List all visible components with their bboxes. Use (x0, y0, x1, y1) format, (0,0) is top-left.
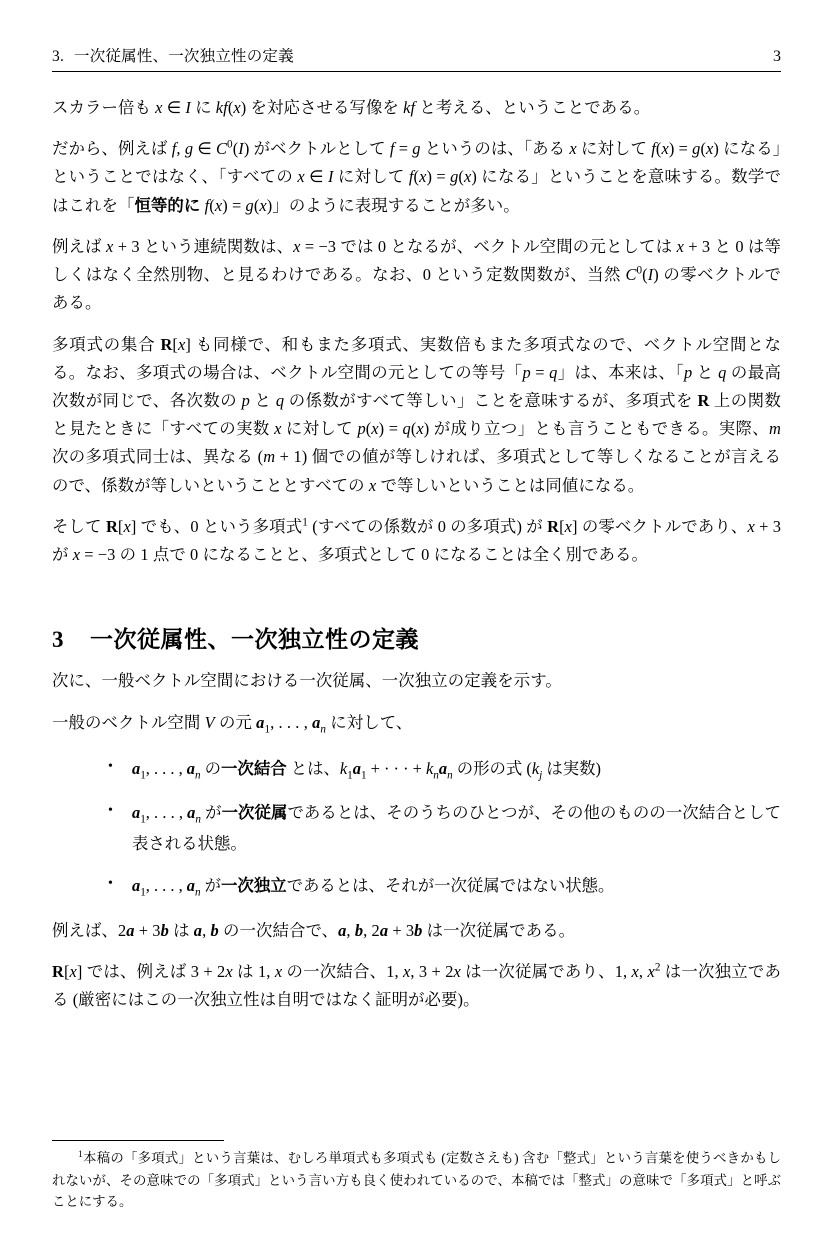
section-number: 3 (52, 627, 64, 653)
list-item: • $a_1$, . . . , $a_n$ の一次結合 とは、$k_1a_1$ + · · · + $k_na_n$ の形の式 ($k_j$ は実数) (108, 755, 781, 785)
footnote-reference[interactable]: 1 (302, 516, 308, 529)
example-2: R[x] では、例えば 3 + 2x は 1, x の一次結合、1, x, 3 + 2x は一次従属であり、1, x, $x^2$ は一次独立である (厳密にはこの一次独立性は自明ではなく証明が必要)。 (52, 961, 781, 1010)
list-item: • $a_1$, . . . , $a_n$ が一次独立であるとは、それが一次従属ではない状態。 (108, 872, 781, 902)
paragraph-2: だから、例えば f, g ∈ $C^0(I)$ がベクトルとして f = g というのは、「ある x に対して f(x) = g(x) になる」ということではなく、「すべての x ∈ I に対して f(x) = g(x) になる」ということを意味する。数学ではこれを「恒等的に f(x) = g(x)」のように表現することが多い。 (52, 138, 782, 215)
paragraph-3: 例えば x + 3 という連続関数は、x = −3 では 0 となるが、ベクトル空間の元としては x + 3 と 0 は等しくはなく全然別物、と見るわけである。なお、0 という定数関数が、当然 $C^0(I)$ の零ベクトルである。 (52, 236, 782, 313)
footnote-marker: 1 (78, 1149, 83, 1161)
section-setup: 一般のベクトル空間 V の元 $a_1$, . . . , $a_n$ に対して、 (52, 712, 413, 735)
footnote-content: 本稿の「多項式」という言葉は、むしろ単項式も多項式も (定数さえも) 含む「整式」という言葉を使うべきかもしれないが、その意味での「多項式」という言い方も良く使われているので、本稿では「整式」の意味で「多項式」と呼ぶことにする。 (52, 1150, 781, 1210)
section-heading (52, 621, 781, 654)
footnote-body (52, 1147, 781, 1213)
footnote-rule (52, 1140, 224, 1141)
running-head (52, 44, 781, 72)
paragraph-4: 多項式の集合 R[x] も同様で、和もまた多項式、実数倍もまた多項式なので、ベクトル空間となる。なお、多項式の場合は、ベクトル空間の元としての等号「p = q」は、本来は、「p と q の最高次数が同じで、各次数の p と q の係数がすべて等しい」ことを意味するが、多項式を R 上の関数と見たときに「すべての実数 x に対して p(x) = q(x) が成り立つ」とも言うこともできる。実際、m 次の多項式同士は、異なる (m + 1) 個での値が等しければ、多項式として等しくなることが言えるので、係数が等しいということとすべての x で等しいということは同値になる。 (52, 334, 781, 495)
section-title: 一次従属性、一次独立性の定義 (90, 627, 419, 653)
running-head-section-title: 一次従属性、一次独立性の定義 (74, 48, 294, 65)
paragraph-1: スカラー倍も x ∈ I に kf(x) を対応させる写像を kf と考える、ということである。 (52, 98, 651, 117)
paragraph-5: そして R[x] でも、0 という多項式$^1$ (すべての係数が 0 の多項式) が R[x] の零ベクトルであり、x + 3 が x = −3 の 1 点で 0 になることと、多項式として 0 になることは全く別である。 (52, 516, 781, 565)
emphasis-identically: 恒等的に (134, 195, 201, 215)
example-1: 例えば、2a + 3b は a, b の一次結合で、a, b, 2a + 3b は一次従属である。 (52, 920, 576, 940)
list-item: • $a_1$, . . . , $a_n$ が一次従属であるとは、そのうちのひとつが、その他のものの一次結合として表される状態。 (108, 799, 781, 858)
section-intro: 次に、一般ベクトル空間における一次従属、一次独立の定義を示す。 (52, 671, 562, 691)
definition-list (52, 755, 781, 903)
page-number: 3 (773, 48, 781, 65)
running-head-section-number: 3. (52, 48, 65, 65)
footnote-area (52, 1140, 781, 1213)
running-head-left (52, 44, 294, 66)
